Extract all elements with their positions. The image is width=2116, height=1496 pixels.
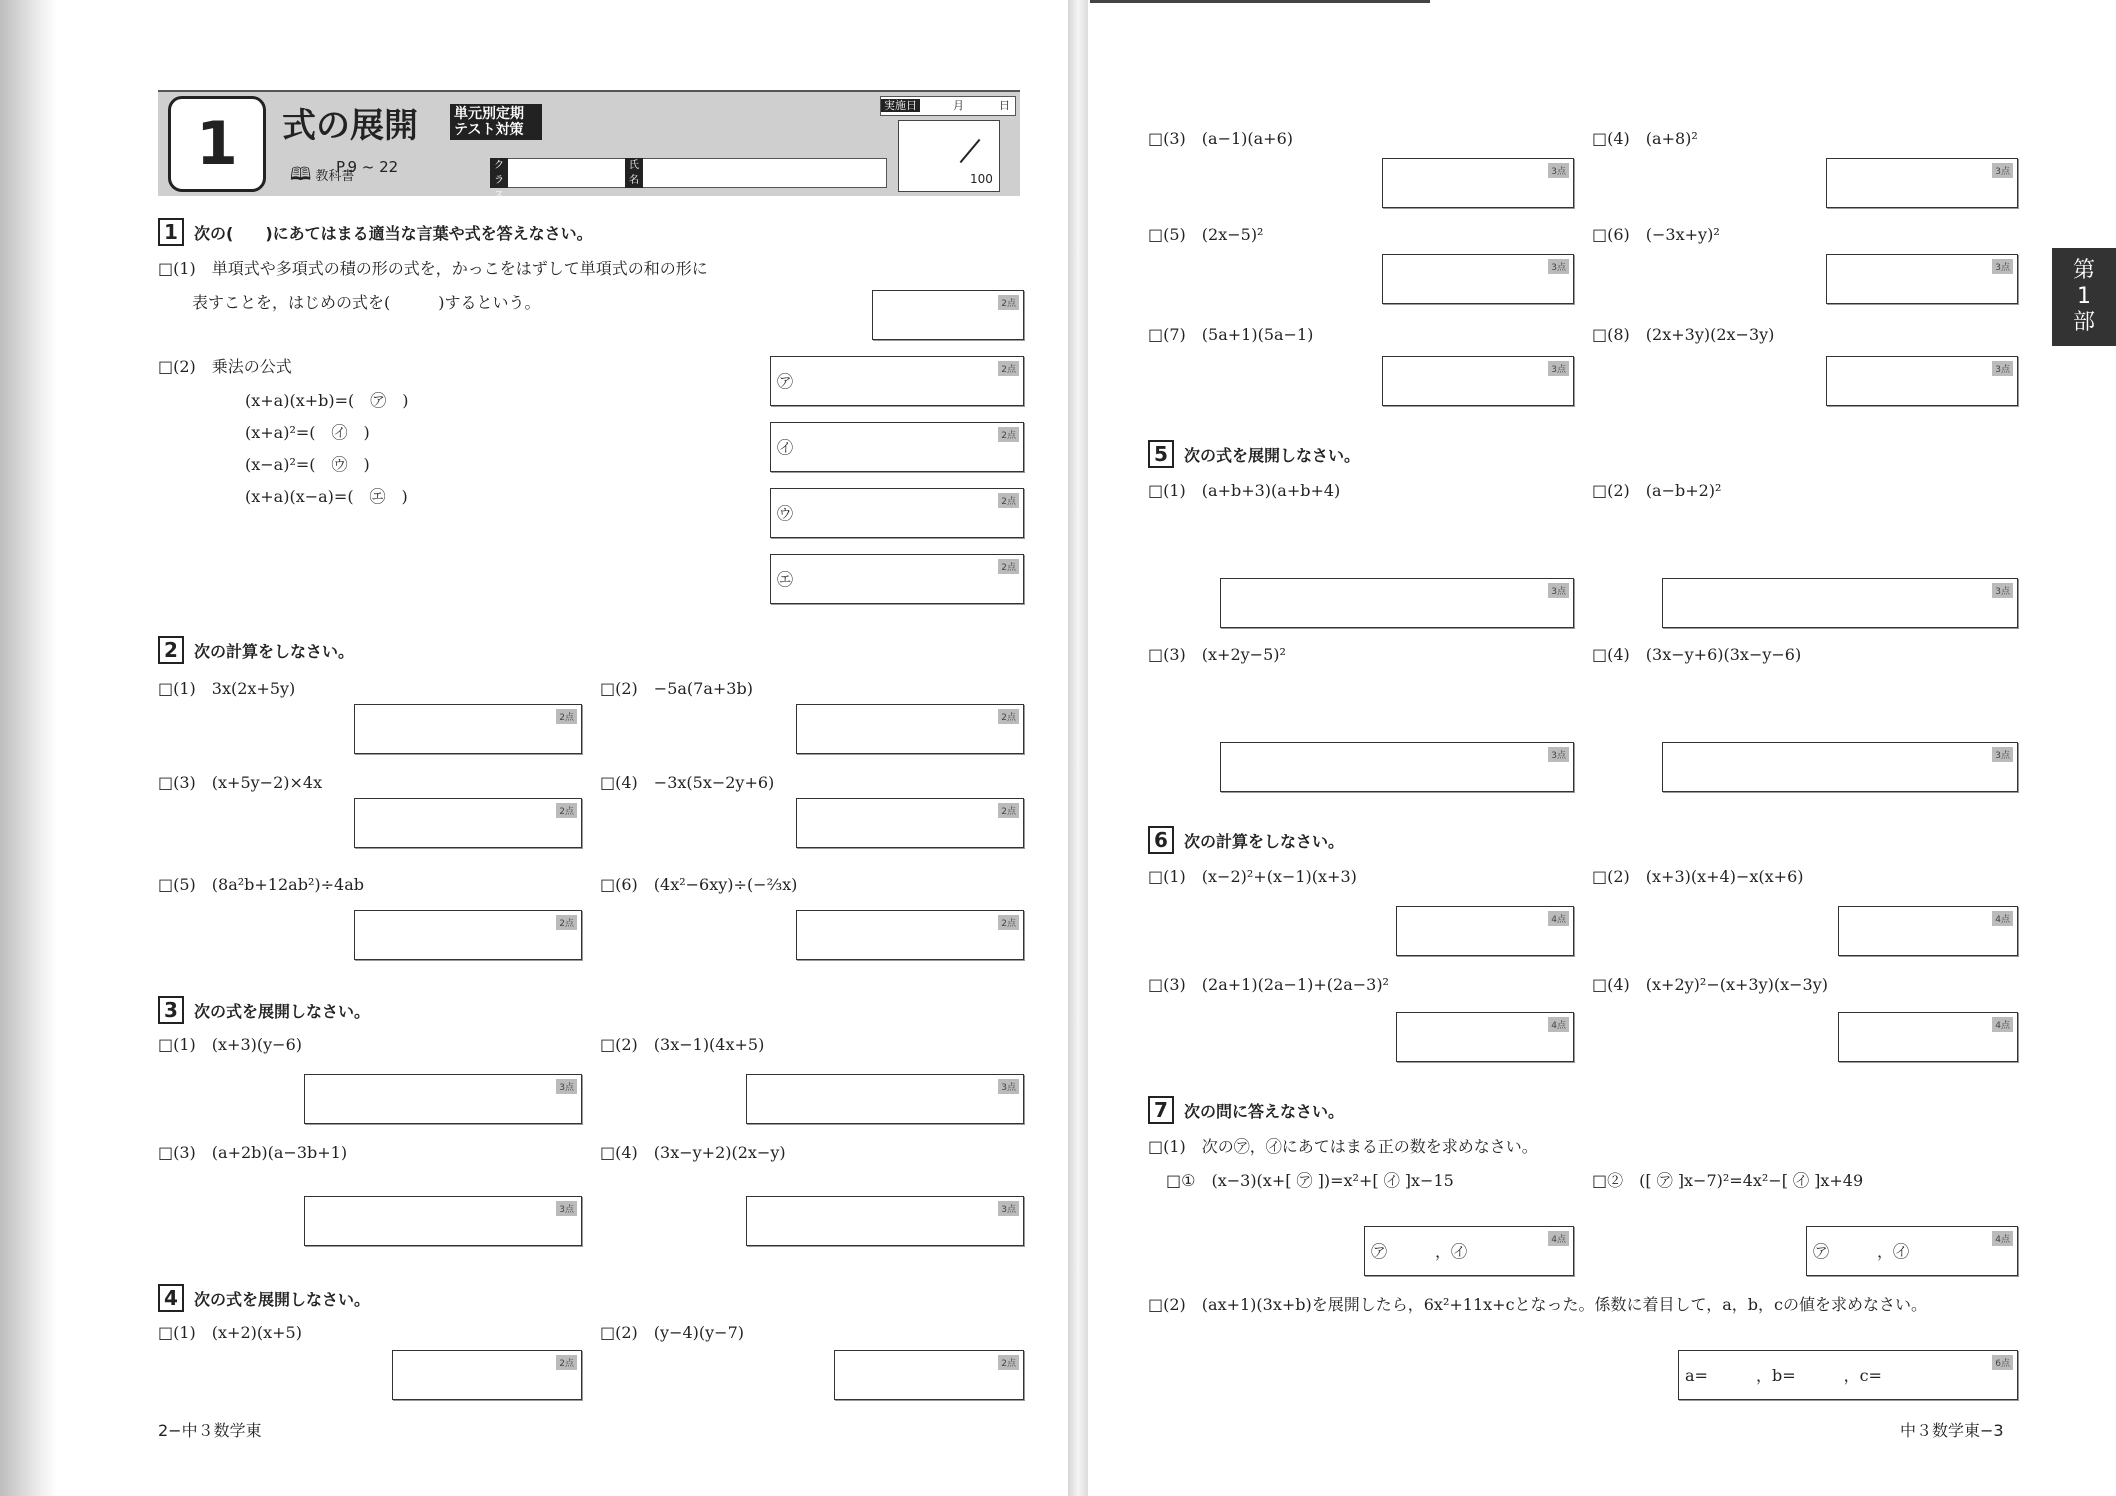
answer-box[interactable]: 3点: [304, 1074, 582, 1124]
answer-box[interactable]: 2点: [796, 910, 1024, 960]
q4-2: □(2) (y−4)(y−7): [600, 1323, 745, 1342]
formula-3: (x−a)²=( ㋒ ): [245, 455, 370, 474]
book-spine: [1068, 0, 1088, 1496]
answer-box[interactable]: 2点: [392, 1350, 582, 1400]
answer-box-u[interactable]: ㋒ 2点: [770, 488, 1024, 538]
q2-2: □(2) −5a(7a+3b): [600, 679, 753, 698]
answer-box[interactable]: 3点: [1382, 158, 1574, 208]
q5-4: □(4) (3x−y+6)(3x−y−6): [1592, 645, 1802, 664]
section-3-heading: 3 次の式を展開しなさい。: [158, 996, 370, 1024]
q1-2-label: □(2) 乗法の公式: [158, 357, 292, 376]
page-title: 式の展開: [282, 106, 418, 146]
book-icon: 🕮: [290, 164, 312, 185]
q6-3: □(3) (2a+1)(2a−1)+(2a−3)²: [1148, 975, 1389, 994]
answer-box-i[interactable]: ㋑ 2点: [770, 422, 1024, 472]
q5-1: □(1) (a+b+3)(a+b+4): [1148, 481, 1341, 500]
answer-box[interactable]: 3点: [746, 1196, 1024, 1246]
answer-box-abc[interactable]: a= ，b= ，c= 6点: [1678, 1350, 2018, 1400]
answer-box[interactable]: 4点: [1396, 1012, 1574, 1062]
q7-1: □(1) 次の㋐，㋑にあてはまる正の数を求めなさい。: [1148, 1137, 1538, 1156]
class-name-field[interactable]: [490, 158, 887, 188]
q4-8: □(8) (2x+3y)(2x−3y): [1592, 325, 1775, 344]
answer-box-pair[interactable]: ㋐ ，㋑ 4点: [1806, 1226, 2018, 1276]
q6-1: □(1) (x−2)²+(x−1)(x+3): [1148, 867, 1357, 886]
answer-box-pair[interactable]: ㋐ ，㋑ 4点: [1364, 1226, 1574, 1276]
q7-1-sub2: □② ([ ㋐ ]x−7)²=4x²−[ ㋑ ]x+49: [1592, 1171, 1864, 1190]
class-label: クラス: [490, 158, 508, 188]
q6-4: □(4) (x+2y)²−(x+3y)(x−3y): [1592, 975, 1829, 994]
top-rule: [1090, 0, 1430, 3]
answer-box[interactable]: 4点: [1838, 1012, 2018, 1062]
name-label: 氏名: [625, 158, 643, 188]
section-2-heading: 2 次の計算をしなさい。: [158, 636, 354, 664]
textbook-label: 🕮 教科書: [290, 164, 355, 185]
answer-box-a[interactable]: ㋐ 2点: [770, 356, 1024, 406]
q3-3: □(3) (a+2b)(a−3b+1): [158, 1143, 348, 1162]
formula-2: (x+a)²=( ㋑ ): [245, 423, 370, 442]
test-tag: 単元別定期 テスト対策: [450, 104, 542, 140]
q3-1: □(1) (x+3)(y−6): [158, 1035, 302, 1054]
answer-box[interactable]: 3点: [1662, 742, 2018, 792]
date-field[interactable]: 実施日 月 日: [880, 96, 1016, 116]
section-7-heading: 7 次の問に答えなさい。: [1148, 1096, 1344, 1124]
q3-2: □(2) (3x−1)(4x+5): [600, 1035, 765, 1054]
answer-box[interactable]: 3点: [1826, 158, 2018, 208]
q7-1-sub1: □① (x−3)(x+[ ㋐ ])=x²+[ ㋑ ]x−15: [1166, 1171, 1454, 1190]
q6-2: □(2) (x+3)(x+4)−x(x+6): [1592, 867, 1804, 886]
answer-box[interactable]: 2点: [872, 290, 1024, 340]
formula-4: (x+a)(x−a)=( ㋓ ): [245, 487, 408, 506]
q1-1-line2: 表すことを，はじめの式を( )するという。: [192, 293, 541, 312]
answer-box[interactable]: 4点: [1838, 906, 2018, 956]
answer-box[interactable]: 2点: [796, 798, 1024, 848]
section-1-heading: 1 次の( )にあてはまる適当な言葉や式を答えなさい。: [158, 218, 593, 246]
answer-box[interactable]: 3点: [746, 1074, 1024, 1124]
section-6-heading: 6 次の計算をしなさい。: [1148, 826, 1344, 854]
answer-box[interactable]: 2点: [354, 704, 582, 754]
q2-4: □(4) −3x(5x−2y+6): [600, 773, 775, 792]
answer-box[interactable]: 3点: [1662, 578, 2018, 628]
answer-box[interactable]: 3点: [304, 1196, 582, 1246]
formula-1: (x+a)(x+b)=( ㋐ ): [245, 391, 409, 410]
section-5-heading: 5 次の式を展開しなさい。: [1148, 440, 1360, 468]
textbook-pages: P.9 ~ 22: [336, 158, 399, 176]
page-edge-shadow: [0, 0, 58, 1496]
answer-box-e[interactable]: ㋓ 2点: [770, 554, 1024, 604]
answer-box[interactable]: 2点: [796, 704, 1024, 754]
answer-box[interactable]: 3点: [1826, 254, 2018, 304]
answer-box[interactable]: 3点: [1382, 254, 1574, 304]
score-total: 100: [970, 172, 993, 186]
q5-2: □(2) (a−b+2)²: [1592, 481, 1722, 500]
q7-2: □(2) (ax+1)(3x+b)を展開したら，6x²+11x+cとなった。係数に着目して，a，b，cの値を求めなさい。: [1148, 1295, 1927, 1314]
q4-3: □(3) (a−1)(a+6): [1148, 129, 1294, 148]
q2-6: □(6) (4x²−6xy)÷(−⅔x): [600, 875, 798, 894]
answer-box[interactable]: 3点: [1382, 356, 1574, 406]
section-4-heading: 4 次の式を展開しなさい。: [158, 1284, 370, 1312]
q4-5: □(5) (2x−5)²: [1148, 225, 1264, 244]
q4-1: □(1) (x+2)(x+5): [158, 1323, 302, 1342]
answer-box[interactable]: 2点: [354, 798, 582, 848]
q2-3: □(3) (x+5y−2)×4x: [158, 773, 323, 792]
part-side-tab: 第 1 部: [2052, 248, 2116, 346]
answer-box[interactable]: 2点: [354, 910, 582, 960]
q1-1-line1: □(1) 単項式や多項式の積の形の式を，かっこをはずして単項式の和の形に: [158, 259, 708, 278]
unit-number: 1: [168, 96, 266, 192]
q5-3: □(3) (x+2y−5)²: [1148, 645, 1286, 664]
q3-4: □(4) (3x−y+2)(2x−y): [600, 1143, 786, 1162]
footer-left: 2−中３数学東: [158, 1421, 262, 1440]
answer-box[interactable]: 3点: [1826, 356, 2018, 406]
q2-5: □(5) (8a²b+12ab²)÷4ab: [158, 875, 364, 894]
q4-6: □(6) (−3x+y)²: [1592, 225, 1720, 244]
footer-right: 中３数学東−3: [1900, 1421, 2004, 1440]
answer-box[interactable]: 4点: [1396, 906, 1574, 956]
answer-box[interactable]: 3点: [1220, 742, 1574, 792]
q4-4: □(4) (a+8)²: [1592, 129, 1698, 148]
q2-1: □(1) 3x(2x+5y): [158, 679, 296, 698]
answer-box[interactable]: 2点: [834, 1350, 1024, 1400]
answer-box[interactable]: 3点: [1220, 578, 1574, 628]
q4-7: □(7) (5a+1)(5a−1): [1148, 325, 1314, 344]
